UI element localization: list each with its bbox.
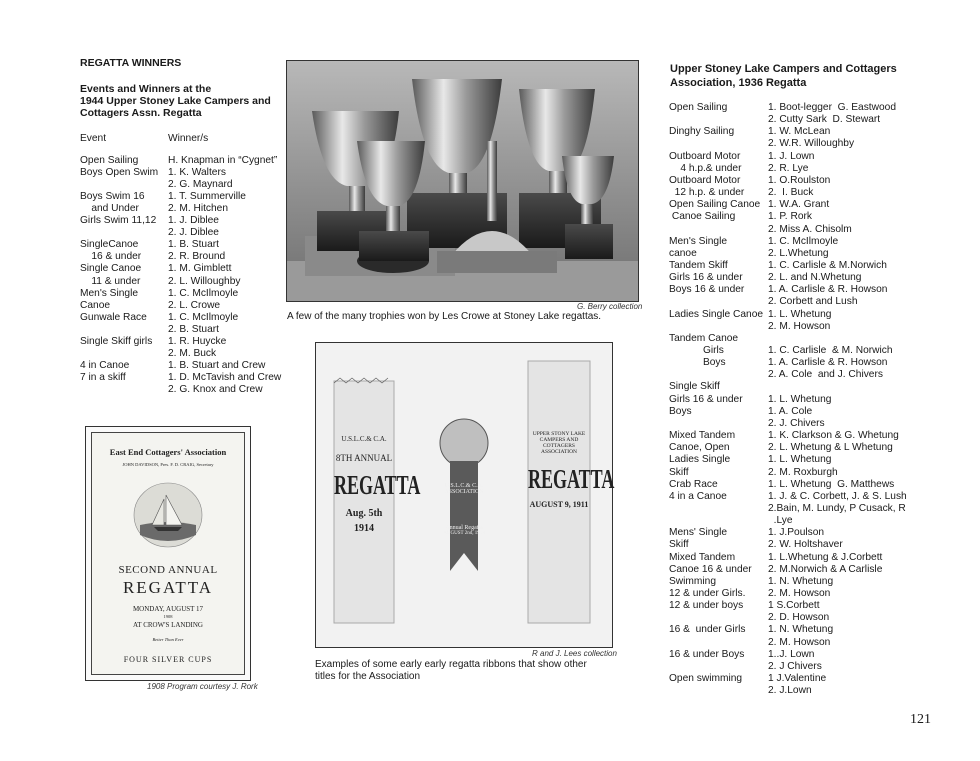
winner-name: 2. J. Chivers bbox=[768, 417, 825, 429]
event-name: 16 & under Girls bbox=[669, 624, 746, 636]
winner-name: 1. N. Whetung bbox=[768, 624, 834, 636]
table-row bbox=[80, 191, 295, 203]
event-name: 12 h.p. & under bbox=[669, 187, 745, 199]
winner-name: 1. Boot-legger G. Eastwood bbox=[768, 102, 896, 113]
ribbon2-regatta: REGATTA bbox=[528, 463, 615, 494]
table-row bbox=[669, 284, 939, 296]
table-row bbox=[80, 251, 295, 263]
table-row bbox=[669, 612, 939, 624]
event-name: and Under bbox=[80, 203, 139, 215]
winner-name: 1. L. Whetung bbox=[768, 308, 832, 320]
table-row bbox=[669, 588, 939, 600]
booklet-cups: FOUR SILVER CUPS bbox=[123, 655, 213, 664]
winner-name: 2. R. Bround bbox=[168, 251, 226, 263]
winner-name: .Lye bbox=[768, 515, 793, 527]
event-name: Boys bbox=[669, 357, 726, 369]
winner-name: 2. M. Howson bbox=[768, 636, 831, 648]
event-name: Outboard Motor bbox=[669, 174, 741, 186]
event-name: Canoe 16 & under bbox=[669, 563, 752, 575]
table-row bbox=[80, 239, 295, 251]
winner-name: 1. A. Carlisle & R. Howson bbox=[768, 357, 888, 369]
table-row bbox=[669, 624, 939, 636]
event-name: Tandem Skiff bbox=[669, 259, 728, 271]
ribbon2-org-3: ASSOCIATION bbox=[540, 449, 578, 455]
table-row bbox=[669, 199, 939, 211]
table-row bbox=[669, 442, 939, 454]
table-row bbox=[669, 418, 939, 430]
event-name: 4 in a Canoe bbox=[669, 490, 727, 502]
winner-name: 1. T. Summerville bbox=[168, 191, 246, 203]
table-row bbox=[669, 467, 939, 479]
winner-name: 1. W. McLean bbox=[768, 126, 831, 138]
event-name: Mens' Single bbox=[669, 527, 728, 539]
event-name: Skiff bbox=[669, 466, 689, 478]
event-name: Swimming bbox=[669, 575, 716, 587]
button-org: U.S.L.C.& C.A. bbox=[444, 483, 484, 489]
event-name: Outboard Motor bbox=[669, 150, 741, 162]
event-name: Tandem Canoe bbox=[669, 332, 739, 344]
winner-name: 2. J.Lown bbox=[768, 685, 812, 697]
winner-name: 2. L. Crowe bbox=[168, 299, 221, 311]
column-header-row bbox=[80, 133, 295, 145]
subheading-line: Events and Winners at the bbox=[80, 83, 212, 95]
table-row bbox=[80, 312, 295, 324]
table-row bbox=[669, 345, 939, 357]
section-heading: REGATTA WINNERS bbox=[80, 57, 182, 69]
trophies-illustration bbox=[287, 61, 638, 301]
ribbons-caption bbox=[315, 659, 587, 682]
table-row bbox=[669, 491, 939, 503]
table-row bbox=[669, 673, 939, 685]
booklet-title: East End Cottagers' Association bbox=[109, 447, 227, 457]
event-name: Boys bbox=[669, 405, 692, 417]
winner-name: 1. L. Whetung G. Matthews bbox=[768, 478, 895, 490]
table-row bbox=[80, 300, 295, 312]
column-header-winners: Winner/s bbox=[168, 133, 209, 144]
event-name: Ladies Single Canoe bbox=[669, 308, 764, 320]
booklet-credit: 1908 Program courtesy J. Rork bbox=[147, 682, 258, 691]
event-name: Gunwale Race bbox=[80, 311, 147, 323]
trophies-caption: A few of the many trophies won by Les Crowe at Stoney Lake regattas. bbox=[287, 311, 602, 322]
event-name: 16 & under Boys bbox=[669, 648, 745, 660]
event-name: Men's Single bbox=[669, 235, 728, 247]
page-number: 121 bbox=[910, 712, 931, 727]
event-name: Open swimming bbox=[669, 673, 743, 685]
event-name: Girls 16 & under bbox=[669, 393, 743, 405]
table-row bbox=[669, 211, 939, 223]
winner-name: 2. G. Knox and Crew bbox=[168, 383, 263, 395]
table-row bbox=[669, 138, 939, 150]
winner-name: 2. W. Holtshaver bbox=[768, 539, 843, 551]
subheading-line: Cottagers Assn. Regatta bbox=[80, 107, 202, 120]
event-name: 7 in a skiff bbox=[80, 371, 126, 383]
table-row bbox=[669, 163, 939, 175]
winner-name: 2. R. Lye bbox=[768, 162, 809, 174]
winner-name: H. Knapman in “Cygnet” bbox=[168, 155, 278, 166]
table-row bbox=[669, 187, 939, 199]
table-row bbox=[80, 179, 295, 191]
event-name: 12 & under Girls. bbox=[669, 588, 746, 599]
booklet-date: MONDAY, AUGUST 17 bbox=[132, 605, 204, 613]
table-row bbox=[669, 576, 939, 588]
winner-name: 2. L.Whetung bbox=[768, 247, 829, 259]
winner-name: 1. N. Whetung bbox=[768, 575, 834, 587]
table-row bbox=[80, 324, 295, 336]
sailboat-vignette bbox=[132, 481, 204, 549]
event-name: Girls bbox=[669, 345, 724, 356]
ribbon1-regatta: REGATTA bbox=[334, 469, 421, 500]
winner-name: 2. Cutty Sark D. Stewart bbox=[768, 114, 881, 126]
table-row bbox=[669, 151, 939, 163]
winner-name: 1. J. Diblee bbox=[168, 215, 219, 227]
event-name: 4 in Canoe bbox=[80, 359, 130, 371]
winner-name: 1. A. Carlisle & R. Howson bbox=[768, 284, 888, 296]
winner-name: 1..J. Lown bbox=[768, 648, 815, 660]
table-row bbox=[669, 515, 939, 527]
event-name: Single Skiff bbox=[669, 381, 720, 393]
winner-name: 2. B. Stuart bbox=[168, 323, 219, 335]
table-row bbox=[669, 649, 939, 661]
event-name: 12 & under boys bbox=[669, 600, 744, 612]
table-row bbox=[669, 539, 939, 551]
caption-line: Examples of some early early regatta ribbons that show other bbox=[315, 659, 587, 670]
button-association: ASSOCIATION bbox=[444, 489, 484, 495]
winner-name: 2. M. Roxburgh bbox=[768, 466, 838, 478]
table-row bbox=[669, 126, 939, 138]
table-row bbox=[80, 348, 295, 360]
winner-name: 2. M.Norwich & A Carlisle bbox=[768, 563, 883, 575]
subheading-line: 1944 Upper Stoney Lake Campers and bbox=[80, 95, 271, 108]
table-row bbox=[669, 114, 939, 126]
table-row bbox=[669, 224, 939, 236]
table-row bbox=[669, 454, 939, 466]
winner-name: 1. P. Rork bbox=[768, 211, 812, 223]
event-name: Boys Open Swim bbox=[80, 167, 159, 179]
table-row bbox=[669, 685, 939, 697]
event-name: 11 & under bbox=[80, 275, 141, 287]
winner-name: 1. O.Roulston bbox=[768, 174, 831, 186]
table-row bbox=[669, 357, 939, 369]
winner-name: 1. C. Carlisle & M.Norwich bbox=[768, 259, 887, 271]
ribbon2-org-2: CAMPERS AND COTTAGERS bbox=[539, 437, 579, 449]
table-row bbox=[669, 296, 939, 308]
table-row bbox=[669, 236, 939, 248]
event-name: Canoe, Open bbox=[669, 442, 730, 454]
winner-name: 1. C. McIlmoyle bbox=[768, 235, 839, 247]
table-row bbox=[669, 394, 939, 406]
table-row bbox=[669, 369, 939, 381]
event-name: SingleCanoe bbox=[80, 239, 139, 251]
event-name: Open Sailing Canoe bbox=[669, 199, 761, 211]
winner-name: 2. G. Maynard bbox=[168, 179, 233, 191]
winner-name: 1. M. Gimblett bbox=[168, 263, 232, 275]
table-row bbox=[669, 552, 939, 564]
section-subheading bbox=[80, 83, 280, 120]
table-row bbox=[669, 564, 939, 576]
winner-name: 1. J. Lown bbox=[768, 150, 815, 162]
caption-line: titles for the Association bbox=[315, 670, 421, 682]
trophies-credit: G. Berry collection bbox=[577, 302, 643, 311]
winner-name: 2. J. Diblee bbox=[168, 227, 219, 239]
winner-name: 2. I. Buck bbox=[768, 187, 814, 199]
heading-line: Upper Stoney Lake Campers and Cottagers bbox=[670, 63, 897, 75]
table-row bbox=[669, 321, 939, 333]
table-row bbox=[669, 406, 939, 418]
winner-name: 1 J.Valentine bbox=[768, 673, 827, 685]
table-row bbox=[669, 600, 939, 612]
winner-name: 1. K. Clarkson & G. Whetung bbox=[768, 430, 899, 442]
winner-name: 1. L. Whetung bbox=[768, 454, 832, 466]
winner-name: 1. J. & C. Corbett, J. & S. Lush bbox=[768, 490, 907, 502]
winner-name: 1. A. Cole bbox=[768, 405, 813, 417]
ribbon1-date: Aug. 5th bbox=[345, 508, 383, 519]
table-row bbox=[669, 272, 939, 284]
event-name: Mixed Tandem bbox=[669, 551, 736, 563]
winner-name: 2. W.R. Willoughby bbox=[768, 138, 855, 150]
ribbons-photo bbox=[315, 342, 613, 648]
event-name: 16 & under bbox=[80, 251, 142, 263]
table-row bbox=[669, 175, 939, 187]
ribbon2-org: UPPER STONY LAKE bbox=[532, 431, 586, 437]
winner-name: 1. D. McTavish and Crew bbox=[168, 371, 282, 383]
winner-name: 1. C. McIlmoyle bbox=[168, 287, 239, 299]
event-name: Girls 16 & under bbox=[669, 272, 743, 284]
winner-name: 2. D. Howson bbox=[768, 612, 830, 624]
winner-name: 1. K. Walters bbox=[168, 167, 226, 179]
event-name: Girls Swim 11,12 bbox=[80, 215, 157, 227]
event-name: Crab Race bbox=[669, 478, 718, 490]
column-header-event: Event bbox=[80, 133, 107, 144]
winner-name: 2. L. Whetung & L Whetung bbox=[768, 442, 893, 454]
heading-line: Association, 1936 Regatta bbox=[670, 77, 807, 89]
winner-name: 2. M. Howson bbox=[768, 320, 831, 332]
table-row bbox=[669, 102, 939, 114]
table-row bbox=[669, 430, 939, 442]
table-row bbox=[80, 288, 295, 300]
booklet-second-annual: SECOND ANNUAL bbox=[118, 564, 218, 576]
booklet-officers: JOHN DAVIDSON, Pres. F. D. CRAIG, Secretary bbox=[122, 462, 214, 467]
ribbon1-annual: 8TH ANNUAL bbox=[335, 453, 393, 463]
event-name: Canoe bbox=[80, 299, 111, 311]
table-row bbox=[669, 260, 939, 272]
table-row bbox=[669, 479, 939, 491]
winner-name: 2. A. Cole and J. Chivers bbox=[768, 369, 883, 381]
button-regatta: Annual Regatta bbox=[445, 525, 483, 531]
winner-name: 2. Miss A. Chisolm bbox=[768, 223, 852, 235]
event-name: 4 h.p.& under bbox=[669, 162, 742, 174]
event-name: Dinghy Sailing bbox=[669, 126, 735, 138]
winner-name: 2. M. Buck bbox=[168, 347, 217, 359]
event-name: Boys 16 & under bbox=[669, 284, 745, 296]
table-row bbox=[80, 276, 295, 288]
table-row bbox=[80, 263, 295, 275]
event-name: Canoe Sailing bbox=[669, 211, 736, 223]
table-row bbox=[669, 661, 939, 673]
table-row bbox=[80, 372, 295, 384]
section-heading-1936 bbox=[670, 62, 930, 90]
event-name: Open Sailing bbox=[80, 155, 139, 166]
event-name: Single Canoe bbox=[80, 263, 142, 275]
button-date: AUGUST 2nd, 1913 bbox=[443, 531, 485, 536]
winner-name: 1. C. McIlmoyle bbox=[168, 311, 239, 323]
winner-name: 1. L.Whetung & J.Corbett bbox=[768, 551, 883, 563]
table-row bbox=[80, 336, 295, 348]
winner-name: 2. L. and N.Whetung bbox=[768, 272, 862, 284]
event-name: Boys Swim 16 bbox=[80, 191, 145, 203]
table-row bbox=[80, 227, 295, 239]
event-name: canoe bbox=[669, 247, 697, 259]
winner-name: 1. B. Stuart and Crew bbox=[168, 359, 266, 371]
winner-name: 2. J Chivers bbox=[768, 660, 822, 672]
booklet-place: AT CROW'S LANDING bbox=[133, 621, 203, 629]
ribbons-credit: R and J. Lees collection bbox=[532, 649, 617, 658]
winner-name: 2. M. Hitchen bbox=[168, 203, 229, 215]
winner-name: 2. M. Howson bbox=[768, 588, 831, 599]
table-row bbox=[669, 637, 939, 649]
winner-name: 1. C. Carlisle & M. Norwich bbox=[768, 345, 893, 356]
program-booklet-image bbox=[85, 426, 251, 681]
ribbon1-org: U.S.L.C.& C.A. bbox=[341, 435, 387, 443]
event-name: Skiff bbox=[669, 539, 689, 551]
booklet-year: 1908 bbox=[163, 614, 173, 619]
table-row bbox=[669, 503, 939, 515]
event-name: Single Skiff girls bbox=[80, 335, 153, 347]
table-row bbox=[669, 309, 939, 321]
winner-name: 1. W.A. Grant bbox=[768, 199, 830, 211]
table-row bbox=[80, 360, 295, 372]
table-row bbox=[669, 333, 939, 345]
table-row bbox=[669, 248, 939, 260]
ribbon2-date: AUGUST 9, 1911 bbox=[529, 500, 589, 509]
ribbon1-year: 1914 bbox=[354, 523, 374, 534]
winner-name: 1. L. Whetung bbox=[768, 393, 832, 405]
winner-name: 1 S.Corbett bbox=[768, 600, 820, 612]
table-row bbox=[80, 384, 295, 396]
event-name: Ladies Single bbox=[669, 454, 731, 466]
winner-name: 2.Bain, M. Lundy, P Cusack, R bbox=[768, 502, 906, 514]
winner-name: 1. B. Stuart bbox=[168, 239, 219, 251]
table-row bbox=[669, 527, 939, 539]
table-row bbox=[80, 155, 295, 167]
booklet-motto: Better Than Ever bbox=[152, 637, 184, 642]
winner-name: 1. R. Huycke bbox=[168, 335, 227, 347]
table-row bbox=[80, 167, 295, 179]
event-name: Men's Single bbox=[80, 287, 139, 299]
event-name: Mixed Tandem bbox=[669, 430, 736, 442]
booklet-regatta: REGATTA bbox=[122, 578, 214, 597]
event-name: Open Sailing bbox=[669, 102, 728, 113]
winner-name: 2. L. Willoughby bbox=[168, 275, 241, 287]
table-row bbox=[80, 215, 295, 227]
table-row bbox=[669, 381, 939, 393]
winner-name: 2. Corbett and Lush bbox=[768, 296, 858, 308]
table-row bbox=[80, 203, 295, 215]
trophies-photo bbox=[286, 60, 639, 302]
winner-name: 1. J.Poulson bbox=[768, 527, 825, 539]
